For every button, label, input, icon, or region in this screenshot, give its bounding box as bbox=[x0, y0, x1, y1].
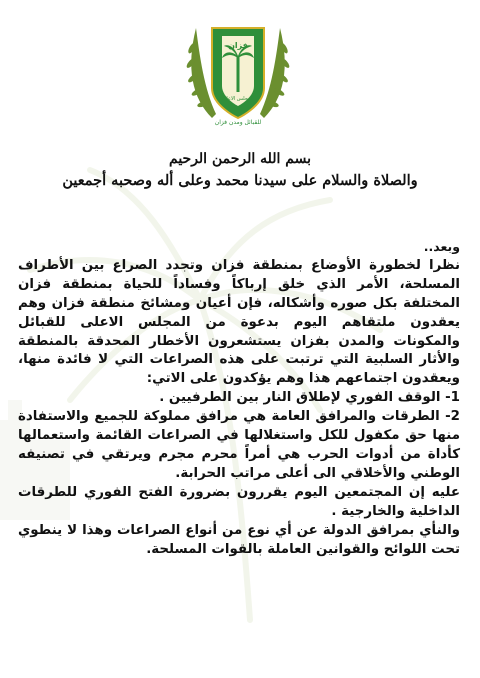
opening: وبعد.. bbox=[423, 239, 460, 254]
salutation: والصلاة والسلام على سيدنا محمد وعلى أله وصحبه أجمعين bbox=[62, 172, 418, 189]
document-header bbox=[20, 148, 460, 192]
logo-ring-text-1: المجلس الاعلى bbox=[222, 96, 254, 102]
item-2-text: الطرقات والمرافق العامة هي مرافق مملوكة للجميع والاستفادة منها حق مكفول للكل واستغلالها في الصراعات القائمة واستعمالها كأداة من أدوات الحرب هي أمراً محرم مجرم ويرتقي في تصنيفه الوطني والأخلاقي الى أعلى مراتب الحرابة. bbox=[18, 409, 460, 481]
logo-ring-text-2: للقبائل ومدن فزان bbox=[214, 119, 262, 126]
item-1-text: الوقف الفوري لإطلاق النار بين الطرفيين . bbox=[159, 390, 441, 406]
list-item-2 bbox=[18, 408, 460, 484]
closing-paragraph: والنأي بمرافق الدولة عن أي نوع من أنواع الصراعات وهذا لا ينطوي تحت اللوائح والقوانين العاملة بالقوات المسلحة. bbox=[18, 522, 460, 557]
basmala: بسم الله الرحمن الرحيم bbox=[169, 151, 311, 167]
list-item-1 bbox=[18, 389, 460, 408]
item-1-number: 1- bbox=[445, 390, 460, 406]
intro-paragraph: نظرا لخطورة الأوضاع بمنطقة فزان وتجدد الصراع بين الأطراف المسلحة، الأمر الذي خلق إرباكاً وفساداً للحياة بمنطقة فزان المختلفة بكل صوره وأشكاله، فإن أعيان ومشائخ منطقة فزان وهم يعقدون ملتقاهم اليوم بدعوة من المجلس الاعلى للقبائل والمكونات والمدن بفزان يستشعرون الأخطار المحدقة بالمنطقة والأثار السلبية التي ترتبت على هذه الصراعات التي لا فائدة منها، ويعقدون اجتماعهم هذا وهم يؤكدون على الاتي: bbox=[18, 257, 460, 387]
decision-paragraph: عليه إن المجتمعين اليوم يقررون بضرورة الفتح الفوري للطرقات الداخلية والخارجية . bbox=[18, 484, 460, 519]
fezzan-emblem bbox=[182, 18, 294, 128]
logo-top-text: فزان bbox=[228, 41, 248, 50]
item-2-number: 2- bbox=[445, 409, 460, 425]
statement-body bbox=[18, 238, 460, 559]
